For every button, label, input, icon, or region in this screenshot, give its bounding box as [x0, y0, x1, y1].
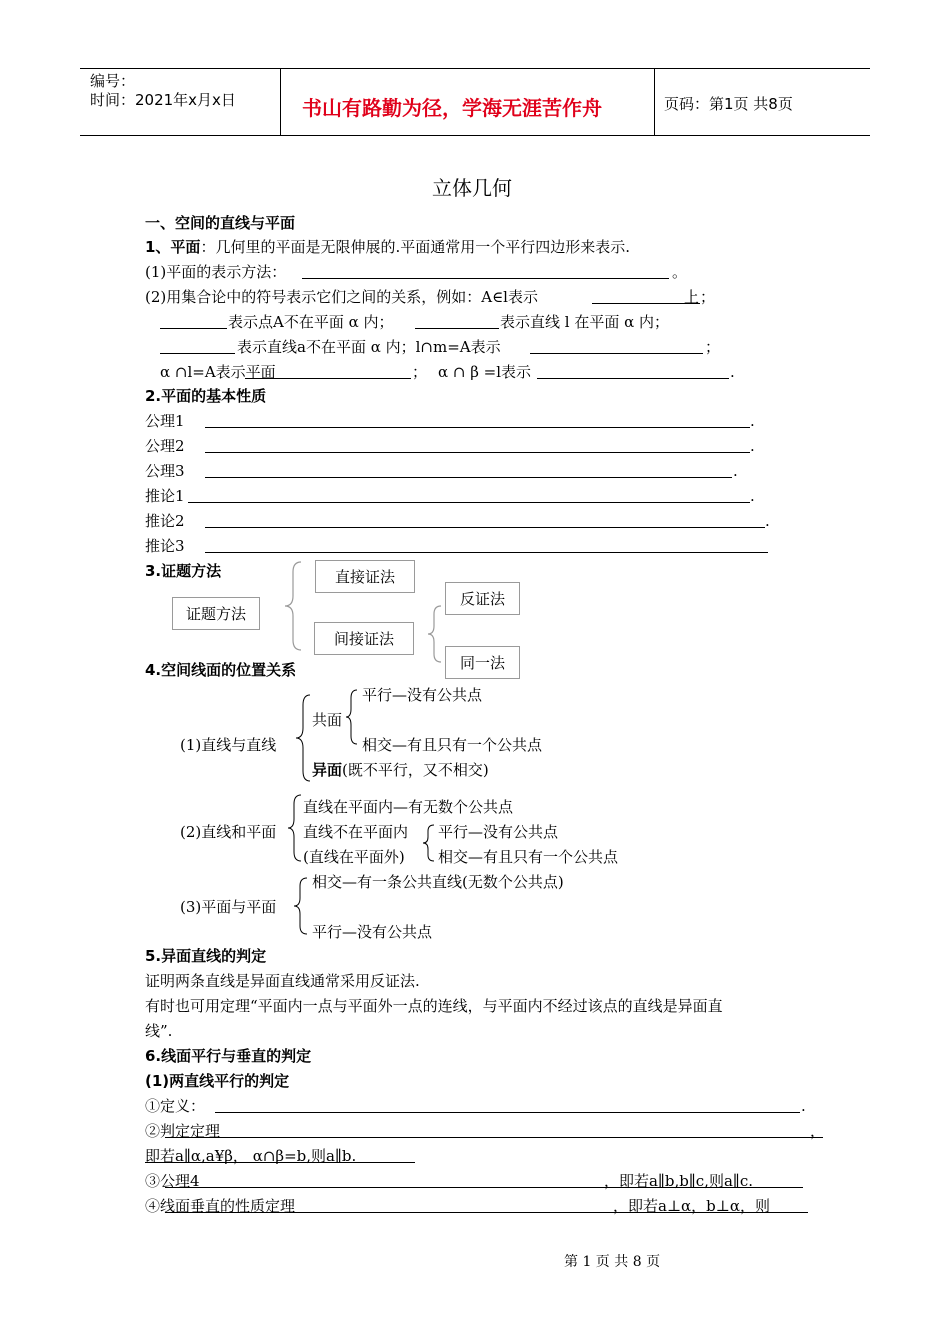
- question-label: (1)平面的表示方法：: [145, 263, 287, 281]
- brace-icon: [286, 793, 304, 863]
- section-heading: 6.线面平行与垂直的判定: [145, 1047, 312, 1065]
- direct-proof-box: 直接证法: [315, 560, 415, 593]
- punctuation: 。: [672, 263, 688, 281]
- axiom-label: 公理3: [145, 462, 185, 480]
- question-label: (2)用集合论中的符号表示它们之间的关系，例如：A∈l表示: [145, 288, 538, 306]
- category-label: (2)直线和平面: [180, 823, 277, 841]
- blank-line[interactable]: [160, 353, 235, 354]
- paragraph: 证明两条直线是异面直线通常采用反证法.: [145, 972, 420, 990]
- brace-icon: [426, 604, 444, 664]
- contradiction-box: 反证法: [445, 582, 520, 615]
- brace-icon: [283, 560, 305, 652]
- text: 表示点A不在平面 α 内；: [228, 313, 394, 331]
- text: 表示直线a不在平面 α 内；l∩m=A表示: [237, 338, 501, 356]
- brace-icon: [294, 693, 314, 783]
- punctuation: ；: [412, 363, 428, 381]
- axiom-label: 公理2: [145, 437, 185, 455]
- indirect-proof-box: 间接证法: [314, 622, 414, 655]
- underline: [145, 1162, 415, 1163]
- time-label: 时间：2021年x月x日: [90, 91, 236, 109]
- punctuation: .: [730, 363, 735, 381]
- section-heading: 2.平面的基本性质: [145, 387, 267, 405]
- blank-line[interactable]: [215, 1112, 800, 1113]
- blank-line[interactable]: [415, 328, 499, 329]
- category-label: (1)直线与直线: [180, 736, 277, 754]
- axiom-label: 公理1: [145, 412, 185, 430]
- blank-line[interactable]: [205, 452, 750, 453]
- section-heading: 一、空间的直线与平面: [145, 214, 296, 232]
- item-label: ③公理4: [145, 1172, 200, 1190]
- blank-line[interactable]: [537, 378, 729, 379]
- statement: ，即若a⊥α，b⊥α，则: [613, 1197, 771, 1215]
- punctuation: ；: [705, 338, 721, 356]
- punctuation: .: [750, 412, 755, 430]
- blank-line[interactable]: [530, 353, 703, 354]
- punctuation: .: [750, 487, 755, 505]
- header-divider: [654, 69, 655, 135]
- relation-text: 相交—有且只有一个公共点: [362, 736, 543, 754]
- proof-method-box: 证题方法: [172, 597, 260, 630]
- header-divider: [280, 69, 281, 135]
- subsection-heading: (1)两直线平行的判定: [145, 1072, 290, 1090]
- punctuation: ，: [810, 1122, 826, 1140]
- blank-line[interactable]: [160, 328, 227, 329]
- page-title: 立体几何: [432, 176, 512, 200]
- relation-text: 相交—有且只有一个公共点: [438, 848, 619, 866]
- punctuation: .: [750, 437, 755, 455]
- axiom-label: 推论3: [145, 537, 185, 555]
- blank-line[interactable]: [165, 1137, 823, 1138]
- item-label: ②判定定理: [145, 1122, 221, 1140]
- axiom-label: 推论2: [145, 512, 185, 530]
- paragraph: 有时也可用定理“平面内一点与平面外一点的连线，与平面内不经过该点的直线是异面直: [145, 997, 723, 1015]
- relation-text: 直线在平面内—有无数个公共点: [303, 798, 514, 816]
- section-heading: 3.证题方法: [145, 562, 222, 580]
- relation-text: 平行—没有公共点: [362, 686, 483, 704]
- relation-text: 平行—没有公共点: [312, 923, 433, 941]
- text: α ∩ β =l表示: [438, 363, 532, 381]
- item-label: ④线面垂直的性质定理: [145, 1197, 296, 1215]
- category-label: (3)平面与平面: [180, 898, 277, 916]
- blank-line[interactable]: [205, 527, 765, 528]
- punctuation: .: [733, 462, 738, 480]
- statement: 即若a∥α,a¥β， α∩β=b,则a∥b.: [145, 1147, 357, 1165]
- text: α ∩l=A表示平面: [160, 363, 276, 381]
- skew-text: 异面(既不平行，又不相交): [312, 761, 489, 779]
- paragraph: 线”.: [145, 1022, 173, 1040]
- serial-label: 编号：: [90, 72, 136, 90]
- coplanar-label: 共面: [312, 711, 343, 729]
- page-footer: 第 1 页 共 8 页: [564, 1254, 661, 1270]
- axiom-label: 推论1: [145, 487, 185, 505]
- identity-method-box: 同一法: [445, 646, 520, 679]
- header-motto: 书山有路勤为径，学海无涯苦作舟: [302, 96, 602, 120]
- item-label: ①定义：: [145, 1097, 206, 1115]
- relation-text: 直线不在平面内: [303, 823, 409, 841]
- statement: ，即若a∥b,b∥c,则a∥c.: [604, 1172, 753, 1190]
- relation-text: 相交—有一条公共直线(无数个公共点): [312, 873, 564, 891]
- blank-line[interactable]: [245, 378, 411, 379]
- paragraph: 1、平面：几何里的平面是无限伸展的.平面通常用一个平行四边形来表示.: [145, 238, 630, 256]
- brace-icon: [292, 876, 310, 936]
- blank-suffix: 上: [684, 288, 700, 306]
- brace-icon: [344, 688, 360, 746]
- relation-text: 平行—没有公共点: [438, 823, 559, 841]
- section-heading: 5.异面直线的判定: [145, 947, 267, 965]
- section-heading: 4.空间线面的位置关系: [145, 661, 297, 679]
- punctuation: .: [801, 1097, 806, 1115]
- blank-line[interactable]: [205, 427, 750, 428]
- blank-line[interactable]: [188, 502, 750, 503]
- brace-icon: [421, 823, 437, 863]
- relation-text: (直线在平面外): [303, 848, 405, 866]
- punctuation: ；: [700, 288, 716, 306]
- blank-line[interactable]: [302, 278, 669, 279]
- blank-line[interactable]: [205, 552, 768, 553]
- punctuation: .: [765, 512, 770, 530]
- page-code: 页码：第1页 共8页: [664, 95, 793, 113]
- text: 表示直线 l 在平面 α 内；: [500, 313, 669, 331]
- blank-line[interactable]: [205, 477, 732, 478]
